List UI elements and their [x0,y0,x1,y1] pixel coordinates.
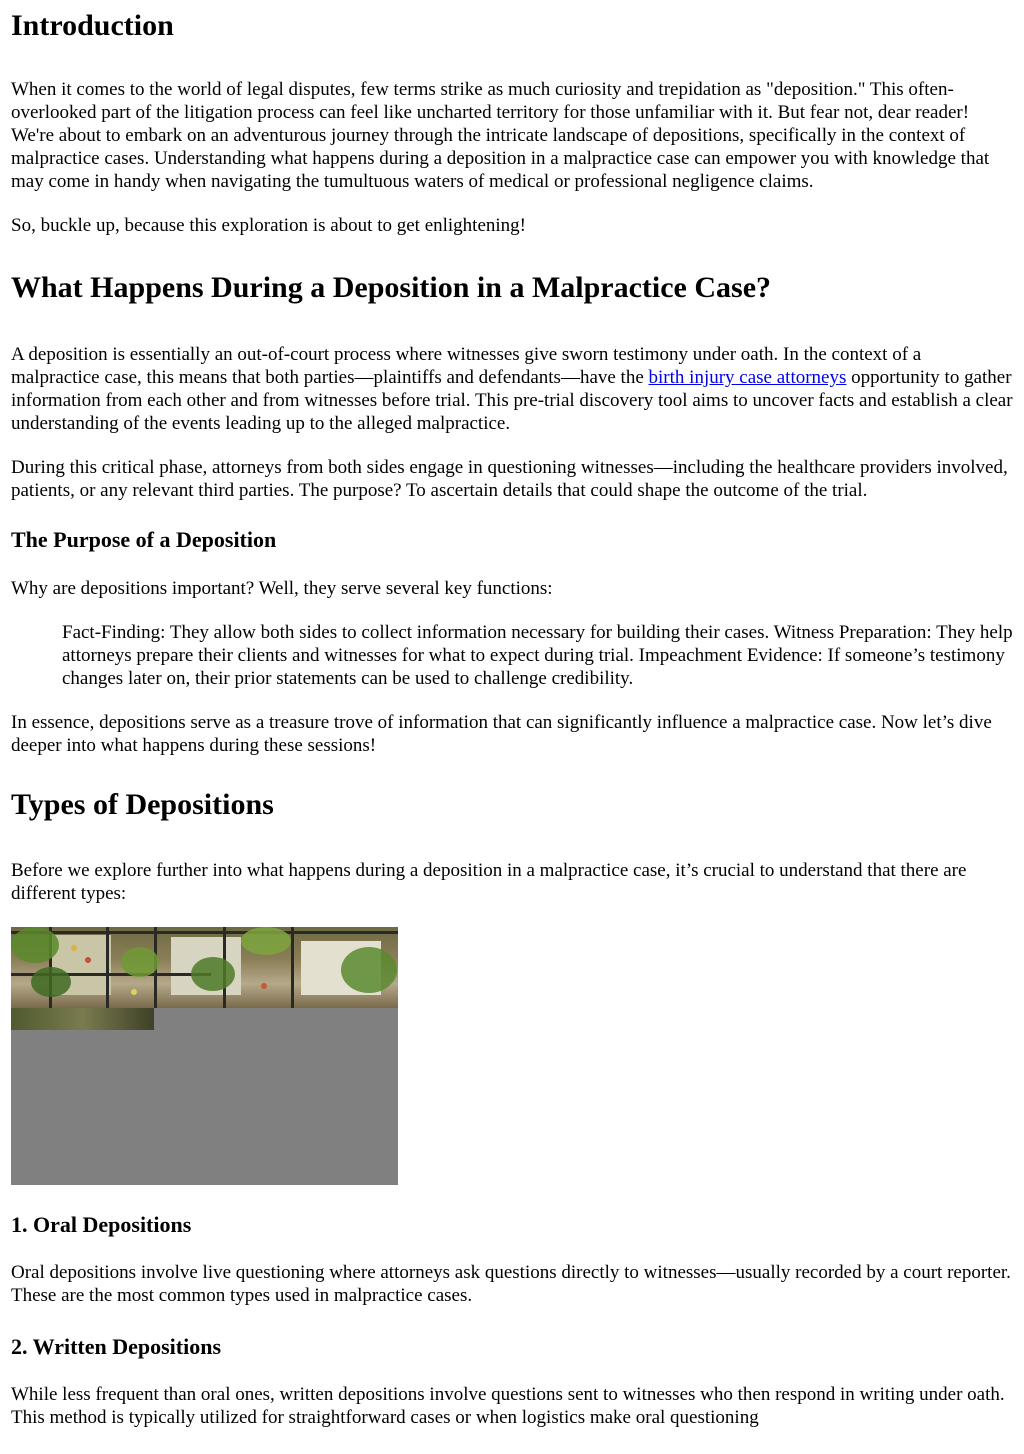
what-happens-paragraph-1 [11,343,1013,435]
written-depositions-paragraph: While less frequent than oral ones, written depositions involve questions sent to witnesses who then respond in writing under oath. This method is typically utilized for straightforward cases or when logistics make oral questioning [11,1384,1005,1428]
birth-injury-attorneys-link[interactable]: birth injury case attorneys [648,367,847,388]
what-happens-text-after: opportunity to gather information from each other and from witnesses before trial. This pre-trial discovery tool aims to uncover facts and establish a clear understanding of the events leading up to the alleged malpractice. [11,367,1013,434]
oral-depositions-paragraph: Oral depositions involve live questioning where attorneys ask questions directly to witnesses—usually recorded by a court reporter. These are the most common types used in malpractice cases. [11,1262,1011,1306]
purpose-heading: The Purpose of a Deposition [11,527,277,552]
office-photo [11,927,398,1185]
intro-paragraph-1: When it comes to the world of legal disputes, few terms strike as much curiosity and trepidation as "deposition." This often-overlooked part of the litigation process can feel like uncharted territory for those unfamiliar with it. But fear not, dear reader! We're about to embark on an adventurous journey through the intricate landscape of depositions, specifically in the context of malpractice cases. Understanding what happens during a deposition in a malpractice case can empower you with knowledge that may come in handy when navigating the tumultuous waters of medical or professional negligence claims. [11,79,990,192]
what-happens-heading: What Happens During a Deposition in a Malpractice Case? [11,271,772,304]
types-paragraph-1: Before we explore further into what happens during a deposition in a malpractice case, it’s crucial to understand that there are different types: [11,860,967,904]
purpose-paragraph-2: In essence, depositions serve as a treasure trove of information that can significantly influence a malpractice case. Now let’s dive deeper into what happens during these sessions! [11,712,992,756]
what-happens-text-before: A deposition is essentially an out-of-court process where witnesses give sworn testimony under oath. In the context of a malpractice case, this means that both parties—plaintiffs and defendants—have the [11,344,922,388]
types-heading: Types of Depositions [11,788,274,821]
article [0,8,1024,1429]
what-happens-paragraph-2: During this critical phase, attorneys from both sides engage in questioning witnesses—including the healthcare providers involved, patients, or any relevant third parties. The purpose? To ascertain details that could shape the outcome of the trial. [11,457,1008,501]
oral-depositions-heading: 1. Oral Depositions [11,1212,192,1237]
purpose-blockquote: Fact-Finding: They allow both sides to collect information necessary for building their cases. Witness Preparation: They help attorneys prepare their clients and witnesses for what to expect during trial. Impeachment Evidence: If someone’s testimony changes later on, their prior statements can be used to challenge credibility. [62,622,1013,689]
written-depositions-heading: 2. Written Depositions [11,1334,222,1359]
purpose-paragraph-1: Why are depositions important? Well, they serve several key functions: [11,578,553,599]
intro-heading: Introduction [11,9,174,42]
intro-paragraph-2: So, buckle up, because this exploration is about to get enlightening! [11,215,527,236]
